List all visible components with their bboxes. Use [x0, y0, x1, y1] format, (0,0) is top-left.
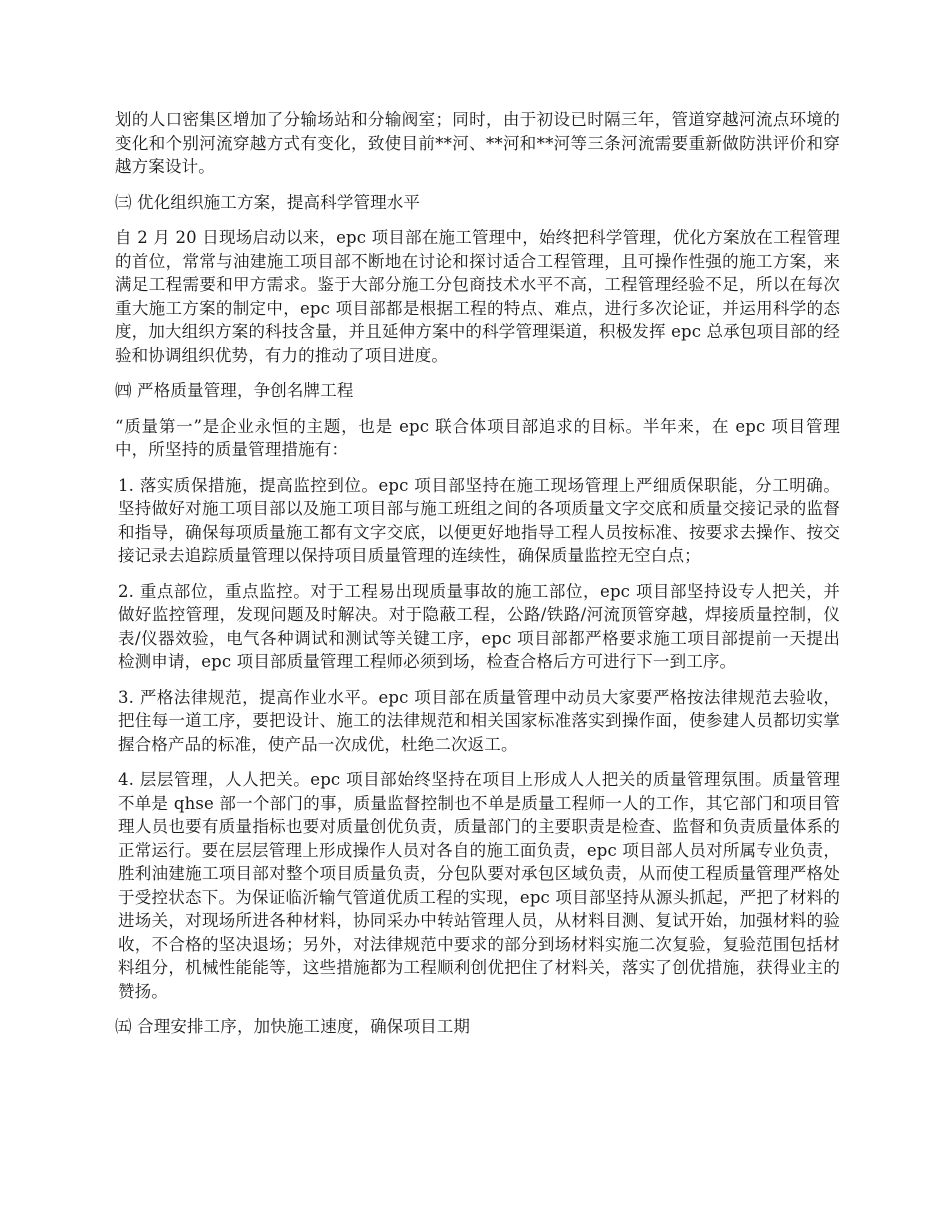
list-item-quality-4: 4. 层层管理，人人把关。epc 项目部始终坚持在项目上形成人人把关的质量管理氛围。质量管理不单是 qhse 部一个部门的事，质量监督控制也不单是质量工程师一人的工作，其它部门和项目管理人员也要有质量指标也要对质量创优负责，质量部门的主要职责是检查、监督和负责质量体系的正常运行。要在层层管理上形成操作人员对各自的施工面负责，epc 项目部人员对所属专业负责，胜利油建施工项目部对整个项目质量负责，分包队要对承包区域负责，从而使工程质量管理严格处于受控状态下。为保证临沂输气管道优质工程的实现，epc 项目部坚持从源头抓起，严把了材料的进场关，对现场所进各种材料，协同采办中转站管理人员，从材料目测、复试开始，加强材料的验收，不合格的坚决退场；另外，对法律规范中要求的部分到场材料实施二次复验，复验范围包括材料组分，机械性能能等，这些措施都为工程顺利创优把住了材料关，落实了创优措施，获得业主的赞扬。 [118, 770, 840, 1001]
document-page [115, 108, 840, 1051]
list-item-quality-1: 1. 落实质保措施，提高监控到位。epc 项目部坚持在施工现场管理上严细质保职能，分工明确。坚持做好对施工项目部以及施工项目部与施工班组之间的各项质量文字交底和质量交接记录的监督和指导，确保每项质量施工都有文字交底，以便更好地指导工程人员按标准、按要求去操作、按交接记录去追踪质量管理以保持项目质量管理的连续性，确保质量监控无空白点； [118, 475, 840, 565]
paragraph-quality-intro: “质量第一”是企业永恒的主题，也是 epc 联合体项目部追求的目标。半年来，在 epc 项目管理中，所坚持的质量管理措施有： [115, 416, 840, 459]
section-heading-5: ㈤ 合理安排工序，加快施工速度，确保项目工期 [115, 1017, 471, 1036]
paragraph-continuation: 划的人口密集区增加了分输场站和分输阀室；同时，由于初设已时隔三年，管道穿越河流点环境的变化和个别河流穿越方式有变化，致使目前**河、**河和**河等三条河流需要重新做防洪评价和穿越方案设计。 [115, 110, 840, 176]
section-heading-4: ㈣ 严格质量管理，争创名牌工程 [115, 381, 354, 400]
list-item-quality-3: 3. 严格法律规范，提高作业水平。epc 项目部在质量管理中动员大家要严格按法律规范去验收，把住每一道工序，要把设计、施工的法律规范和相关国家标准落实到操作面，使参建人员都切实掌握合格产品的标准，使产品一次成优，杜绝二次返工。 [118, 687, 840, 754]
paragraph-construction-plan: 自 2 月 20 日现场启动以来，epc 项目部在施工管理中，始终把科学管理，优化方案放在工程管理的首位，常常与油建施工项目部不断地在讨论和探讨适合工程管理，且可操作性强的施工方案，来满足工程需要和甲方需求。鉴于大部分施工分包商技术水平不高，工程管理经验不足，所以在每次重大施工方案的制定中，epc 项目部都是根据工程的特点、难点，进行多次论证，并运用科学的态度，加大组织方案的科技含量，并且延伸方案中的科学管理渠道，积极发挥 epc 总承包项目部的经验和协调组织优势，有力的推动了项目进度。 [115, 228, 840, 365]
section-heading-3: ㈢ 优化组织施工方案，提高科学管理水平 [115, 192, 421, 212]
list-item-quality-2: 2. 重点部位，重点监控。对于工程易出现质量事故的施工部位，epc 项目部坚持设专人把关，并做好监控管理，发现问题及时解决。对于隐蔽工程，公路/铁路/河流顶管穿越，焊接质量控制，仪表/仪器效验，电气各种调试和测试等关键工序，epc 项目部都严格要求施工项目部提前一天提出检测申请，epc 项目部质量管理工程师必须到场，检查合格后方可进行下一到工序。 [118, 581, 840, 671]
